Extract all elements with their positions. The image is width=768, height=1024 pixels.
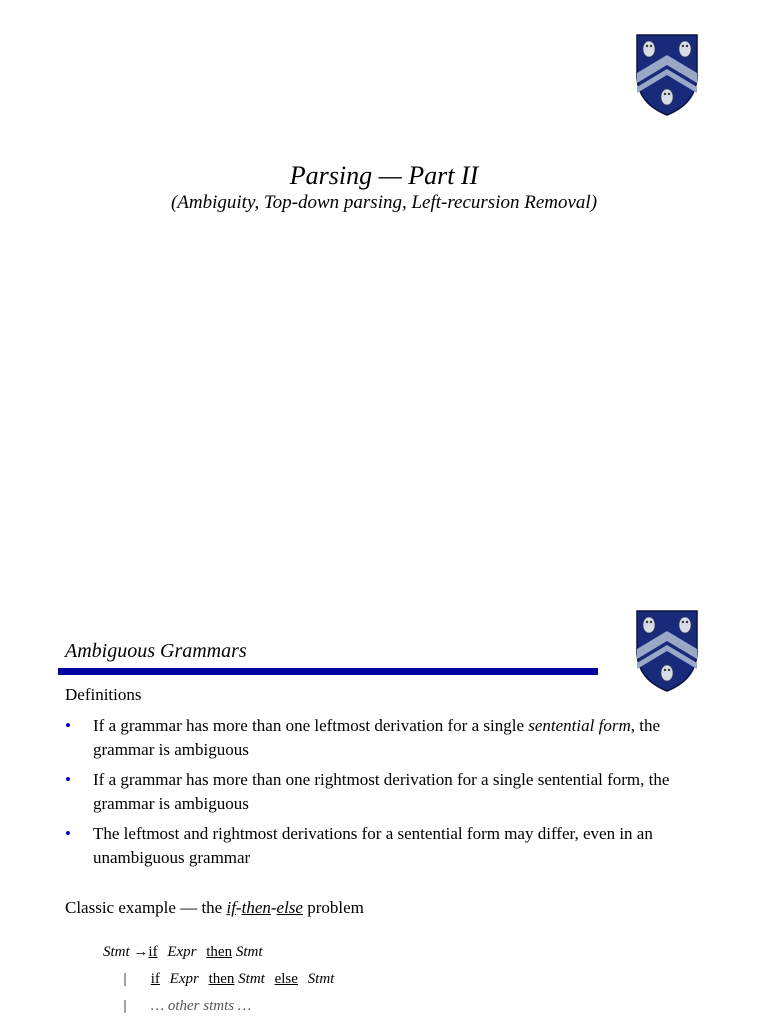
terminal-if: if xyxy=(150,971,160,987)
other-stmts: … other stmts … xyxy=(150,998,252,1014)
slide2-title: Ambiguous Grammars xyxy=(65,640,247,662)
bullet-icon: • xyxy=(65,716,71,735)
grammar-block xyxy=(103,939,334,1020)
terminal-else: else xyxy=(274,971,298,987)
slide1-subtitle: (Ambiguity, Top-down parsing, Left-recursion Removal) xyxy=(170,192,598,213)
nonterminal-stmt: Stmt xyxy=(103,944,130,960)
terminal-if: if xyxy=(148,944,158,960)
bullet-icon: • xyxy=(65,770,71,789)
bullet-icon: • xyxy=(65,824,71,843)
keyword-then: then xyxy=(241,898,271,917)
arrow-icon: → xyxy=(133,944,149,960)
dash: - xyxy=(270,898,277,917)
slide1-title: Parsing — Part II xyxy=(289,161,479,190)
bullet-text: If a grammar has more than one rightmost derivation for a single sentential form, the grammar is ambiguous xyxy=(93,770,670,813)
list-item xyxy=(65,768,695,816)
bullet-text: The leftmost and rightmost derivations for a sentential form may differ, even in an unambiguous grammar xyxy=(93,824,653,867)
classic-example xyxy=(65,897,364,919)
bullet-emphasis: sentential form xyxy=(528,716,631,735)
grammar-line xyxy=(103,966,334,993)
keyword-else: else xyxy=(276,898,303,917)
definitions-list xyxy=(65,714,695,876)
alternation-bar: | xyxy=(123,998,127,1014)
grammar-line xyxy=(103,939,334,966)
terminal-then: then xyxy=(206,944,233,960)
nonterminal-expr: Expr xyxy=(169,971,199,987)
title-divider xyxy=(58,668,598,675)
terminal-then: then xyxy=(208,971,235,987)
nonterminal-expr: Expr xyxy=(167,944,197,960)
rice-crest-icon xyxy=(635,609,699,693)
classic-text: problem xyxy=(302,898,364,917)
dash: - xyxy=(235,898,242,917)
list-item xyxy=(65,714,695,762)
nonterminal-stmt: Stmt xyxy=(238,971,265,987)
nonterminal-stmt: Stmt xyxy=(235,944,263,960)
grammar-line xyxy=(103,993,334,1020)
keyword-if: if xyxy=(226,898,236,917)
bullet-text: If a grammar has more than one leftmost derivation for a single xyxy=(93,716,529,735)
list-item xyxy=(65,822,695,870)
rice-crest-icon xyxy=(635,33,699,117)
classic-text: Classic example — the xyxy=(65,898,227,917)
definitions-heading: Definitions xyxy=(65,685,142,704)
nonterminal-stmt: Stmt xyxy=(307,971,335,987)
bullet-text: , the grammar is ambiguous xyxy=(93,716,660,759)
alternation-bar: | xyxy=(123,971,127,987)
